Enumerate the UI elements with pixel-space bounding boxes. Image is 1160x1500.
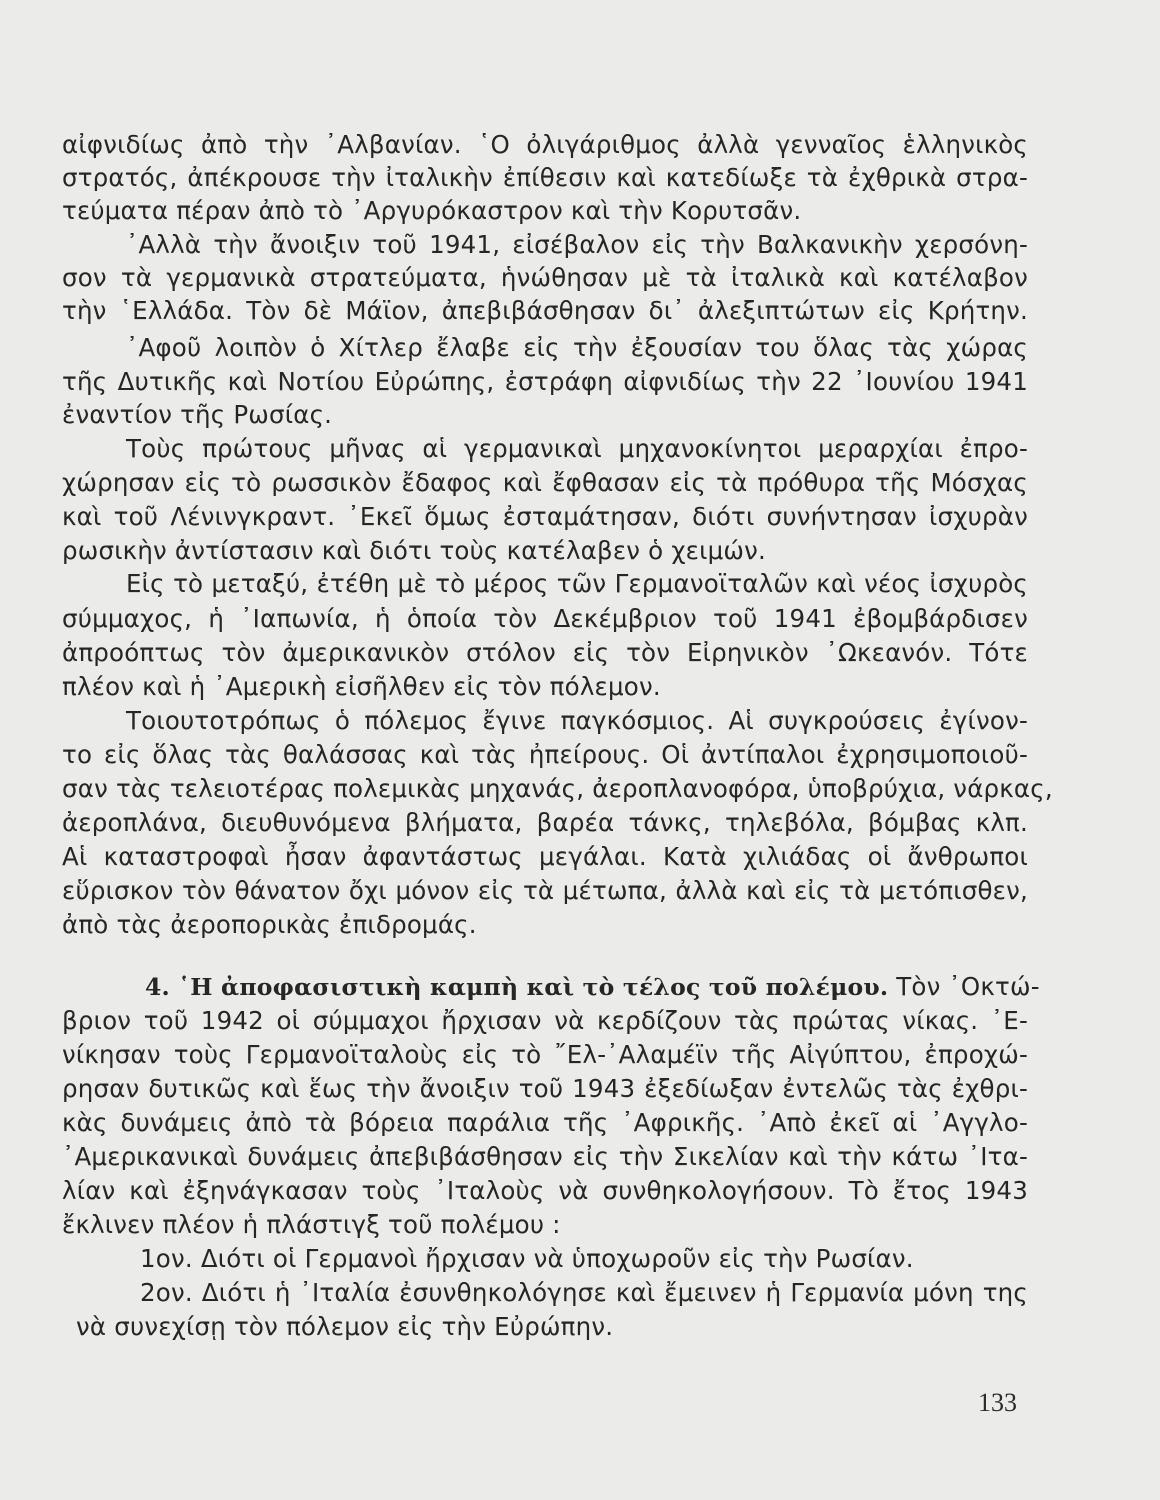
text-line: σύμμαχος, ἡ ᾿Ιαπωνία, ἡ ὁποία τὸν Δεκέμβριον τοῦ 1941 ἐβομβάρδισεν	[62, 604, 1028, 633]
text-line: ἀεροπλάνα, διευθυνόμενα βλήματα, βαρέα τάνκς, τηλεβόλα, βόμβας κλπ.	[62, 808, 1028, 837]
text-line: ἐναντίον τῆς Ρωσίας.	[62, 400, 333, 429]
text-line: ᾿Αφοῦ λοιπὸν ὁ Χίτλερ ἔλαβε εἰς τὴν ἐξουσίαν του ὅλας τὰς χώρας	[126, 333, 1028, 362]
text-line: Αἱ καταστροφαὶ ἦσαν ἀφαντάστως μεγάλαι. Κατὰ χιλιάδας οἱ ἄνθρωποι	[62, 842, 1028, 871]
section-heading-line	[145, 972, 1040, 1002]
text-line: κὰς δυνάμεις ἀπὸ τὰ βόρεια παράλια τῆς ᾿Αφρικῆς. ᾿Απὸ ἐκεῖ αἱ ᾿Αγγλο-	[62, 1108, 1028, 1137]
text-line: ρησαν δυτικῶς καὶ ἕως τὴν ἄνοιξιν τοῦ 1943 ἐξεδίωξαν ἐντελῶς τὰς ἐχθρι-	[62, 1074, 1028, 1103]
text-line: το εἰς ὅλας τὰς θαλάσσας καὶ τὰς ἠπείρους. Οἱ ἀντίπαλοι ἐχρησιμοποιοῦ-	[62, 740, 1028, 769]
text-line: σον τὰ γερμανικὰ στρατεύματα, ἡνώθησαν μὲ τὰ ἰταλικὰ καὶ κατέλαβον	[62, 263, 1028, 292]
text-line: ἔκλινεν πλέον ἡ πλάστιγξ τοῦ πολέμου :	[62, 1210, 561, 1239]
text-line: τῆς Δυτικῆς καὶ Νοτίου Εὐρώπης, ἐστράφη αἰφνιδίως τὴν 22 ᾿Ιουνίου 1941	[62, 367, 1028, 396]
text-line: τὴν ῾Ελλάδα. Τὸν δὲ Μάϊον, ἀπεβιβάσθησαν δι᾿ ἀλεξιπτώτων εἰς Κρήτην.	[62, 296, 1028, 325]
heading-line-rest: Τὸν ᾿Οκτώ-	[896, 972, 1040, 1001]
text-line: ἀπὸ τὰς ἀεροπορικὰς ἐπιδρομάς.	[62, 910, 477, 939]
text-line: ρωσικὴν ἀντίστασιν καὶ διότι τοὺς κατέλαβεν ὁ χειμών.	[62, 536, 766, 565]
text-line: ἀπροόπτως τὸν ἀμερικανικὸν στόλον εἰς τὸν Εἰρηνικὸν ᾿Ωκεανόν. Τότε	[62, 638, 1028, 667]
text-line: βριον τοῦ 1942 οἱ σύμμαχοι ἤρχισαν νὰ κερδίζουν τὰς πρώτας νίκας. ᾿Ε-	[62, 1006, 1028, 1035]
text-line: χώρησαν εἰς τὸ ρωσσικὸν ἔδαφος καὶ ἔφθασαν εἰς τὰ πρόθυρα τῆς Μόσχας	[62, 468, 1028, 497]
text-line: ᾿Αλλὰ τὴν ἄνοιξιν τοῦ 1941, εἰσέβαλον εἰς τὴν Βαλκανικὴν χερσόνη-	[126, 230, 1028, 259]
text-line: σαν τὰς τελειοτέρας πολεμικὰς μηχανάς, ἀεροπλανοφόρα, ὑποβρύχια, νάρκας,	[62, 774, 1053, 803]
section-heading: 4. ῾Η ἀποφασιστικὴ καμπὴ καὶ τὸ τέλος τοῦ πολέμου.	[145, 973, 889, 1001]
text-line: Τοιουτοτρόπως ὁ πόλεμος ἔγινε παγκόσμιος. Αἱ συγκρούσεις ἐγίνον-	[126, 706, 1028, 735]
reason-item: 1ον. Διότι οἱ Γερμανοὶ ἤρχισαν νὰ ὑποχωροῦν εἰς τὴν Ρωσίαν.	[140, 1244, 914, 1273]
text-line: εὕρισκον τὸν θάνατον ὄχι μόνον εἰς τὰ μέτωπα, ἀλλὰ καὶ εἰς τὰ μετόπισθεν,	[62, 876, 1028, 905]
page-number: 133	[978, 1388, 1017, 1417]
text-line: πλέον καὶ ἡ ᾿Αμερικὴ εἰσῆλθεν εἰς τὸν πόλεμον.	[62, 672, 661, 701]
text-line: αἰφνιδίως ἀπὸ τὴν ᾿Αλβανίαν. ῾Ο ὀλιγάριθμος ἀλλὰ γενναῖος ἑλληνικὸς	[62, 130, 1028, 159]
text-line: λίαν καὶ ἐξηνάγκασαν τοὺς ᾿Ιταλοὺς νὰ συνθηκολογήσουν. Τὸ ἔτος 1943	[62, 1176, 1028, 1205]
reason-item: 2ον. Διότι ἡ ᾿Ιταλία ἐσυνθηκολόγησε καὶ ἔμεινεν ἡ Γερμανία μόνη της	[140, 1278, 1028, 1307]
text-line: Τοὺς πρώτους μῆνας αἱ γερμανικαὶ μηχανοκίνητοι μεραρχίαι ἐπρο-	[126, 434, 1028, 463]
text-line: καὶ τοῦ Λένινγκραντ. ᾿Εκεῖ ὅμως ἐσταμάτησαν, διότι συνήντησαν ἰσχυρὰν	[62, 502, 1028, 531]
text-line: νὰ συνεχίσῃ τὸν πόλεμον εἰς τὴν Εὐρώπην.	[76, 1312, 614, 1341]
text-line: τεύματα πέραν ἀπὸ τὸ ᾿Αργυρόκαστρον καὶ τὴν Κορυτσᾶν.	[62, 196, 802, 225]
text-line: ᾿Αμερικανικαὶ δυνάμεις ἀπεβιβάσθησαν εἰς τὴν Σικελίαν καὶ τὴν κάτω ᾿Ιτα-	[62, 1142, 1028, 1171]
text-line: νίκησαν τοὺς Γερμανοϊταλοὺς εἰς τὸ ῎Ελ-᾿Αλαμέϊν τῆς Αἰγύπτου, ἐπροχώ-	[62, 1040, 1028, 1069]
text-line: Εἰς τὸ μεταξύ, ἐτέθη μὲ τὸ μέρος τῶν Γερμανοϊταλῶν καὶ νέος ἰσχυρὸς	[126, 569, 1028, 598]
text-line: στρατός, ἀπέκρουσε τὴν ἰταλικὴν ἐπίθεσιν καὶ κατεδίωξε τὰ ἐχθρικὰ στρα-	[62, 163, 1028, 192]
